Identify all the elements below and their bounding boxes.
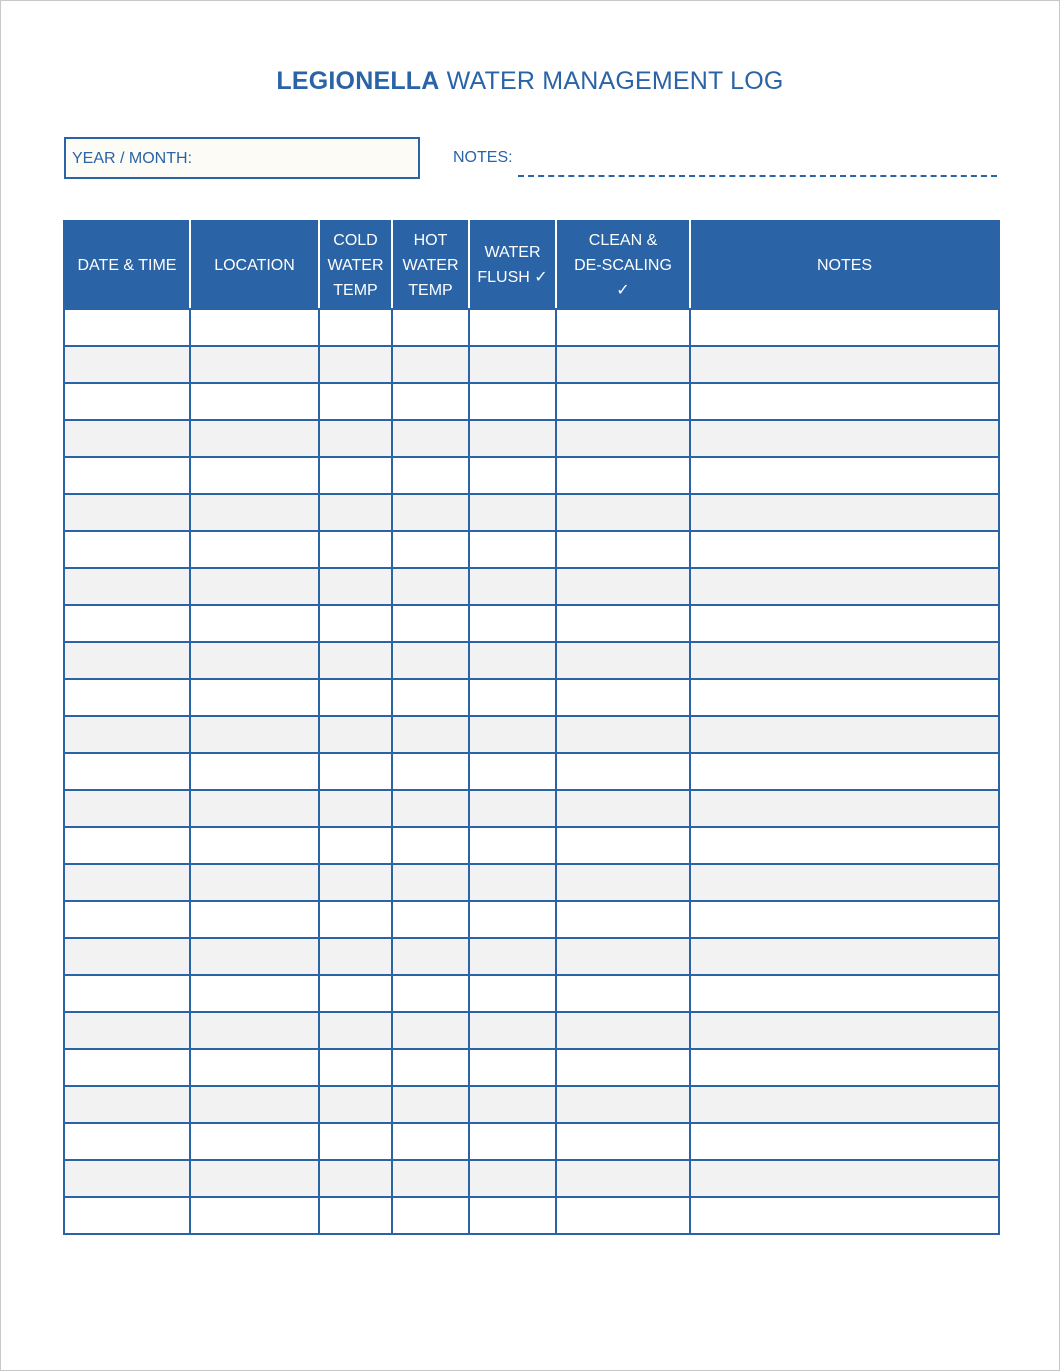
hot-water-temp-cell[interactable] (392, 864, 469, 901)
notes-cell[interactable] (690, 346, 999, 383)
date-time-cell[interactable] (64, 457, 190, 494)
header-line: DATE & TIME (77, 256, 177, 274)
header-line: HOT (413, 231, 448, 249)
location-cell[interactable] (190, 753, 319, 790)
cold-water-temp-cell[interactable] (319, 753, 392, 790)
table-row (64, 1197, 999, 1234)
table-row (64, 383, 999, 420)
header-line: WATER (327, 256, 384, 274)
water-flush-cell[interactable] (469, 790, 556, 827)
table-row (64, 1086, 999, 1123)
location-cell[interactable] (190, 420, 319, 457)
col-hot-water-temp (392, 221, 469, 309)
clean-descaling-cell[interactable] (556, 1049, 690, 1086)
hot-water-temp-cell[interactable] (392, 1049, 469, 1086)
hot-water-temp-cell[interactable] (392, 1012, 469, 1049)
table-row (64, 494, 999, 531)
notes-cell[interactable] (690, 420, 999, 457)
header-line: WATER (402, 256, 459, 274)
cold-water-temp-cell[interactable] (319, 457, 392, 494)
water-flush-cell[interactable] (469, 938, 556, 975)
clean-descaling-cell[interactable] (556, 605, 690, 642)
location-cell[interactable] (190, 568, 319, 605)
water-flush-cell[interactable] (469, 309, 556, 346)
location-cell[interactable] (190, 309, 319, 346)
notes-cell[interactable] (690, 642, 999, 679)
date-time-cell[interactable] (64, 679, 190, 716)
location-cell[interactable] (190, 346, 319, 383)
hot-water-temp-cell[interactable] (392, 938, 469, 975)
table-row (64, 827, 999, 864)
cold-water-temp-cell[interactable] (319, 1049, 392, 1086)
cold-water-temp-cell[interactable] (319, 568, 392, 605)
location-cell[interactable] (190, 457, 319, 494)
col-cold-water-temp (319, 221, 392, 309)
date-time-cell[interactable] (64, 938, 190, 975)
clean-descaling-cell[interactable] (556, 494, 690, 531)
header-line: DE-SCALING (574, 256, 672, 274)
date-time-cell[interactable] (64, 1086, 190, 1123)
header-line: TEMP (408, 281, 453, 299)
cold-water-temp-cell[interactable] (319, 1197, 392, 1234)
cold-water-temp-cell[interactable] (319, 346, 392, 383)
cold-water-temp-cell[interactable] (319, 827, 392, 864)
table-row (64, 1012, 999, 1049)
header-row (64, 221, 999, 309)
table-row (64, 901, 999, 938)
clean-descaling-cell[interactable] (556, 1197, 690, 1234)
table-row (64, 642, 999, 679)
date-time-cell[interactable] (64, 346, 190, 383)
cold-water-temp-cell[interactable] (319, 383, 392, 420)
notes-label: NOTES: (453, 149, 513, 166)
col-water-flush (469, 221, 556, 309)
cold-water-temp-cell[interactable] (319, 790, 392, 827)
hot-water-temp-cell[interactable] (392, 1086, 469, 1123)
water-flush-cell[interactable] (469, 383, 556, 420)
hot-water-temp-cell[interactable] (392, 494, 469, 531)
table-row (64, 309, 999, 346)
hot-water-temp-cell[interactable] (392, 753, 469, 790)
date-time-cell[interactable] (64, 383, 190, 420)
water-flush-cell[interactable] (469, 1012, 556, 1049)
notes-cell[interactable] (690, 753, 999, 790)
hot-water-temp-cell[interactable] (392, 457, 469, 494)
water-flush-cell[interactable] (469, 642, 556, 679)
clean-descaling-cell[interactable] (556, 531, 690, 568)
date-time-cell[interactable] (64, 1012, 190, 1049)
table-row (64, 531, 999, 568)
water-flush-cell[interactable] (469, 975, 556, 1012)
date-time-cell[interactable] (64, 605, 190, 642)
hot-water-temp-cell[interactable] (392, 1123, 469, 1160)
header-line: TEMP (333, 281, 378, 299)
notes-cell[interactable] (690, 1049, 999, 1086)
date-time-cell[interactable] (64, 864, 190, 901)
clean-descaling-cell[interactable] (556, 753, 690, 790)
notes-cell[interactable] (690, 679, 999, 716)
notes-cell[interactable] (690, 1086, 999, 1123)
cold-water-temp-cell[interactable] (319, 1012, 392, 1049)
water-flush-cell[interactable] (469, 901, 556, 938)
location-cell[interactable] (190, 901, 319, 938)
location-cell[interactable] (190, 1049, 319, 1086)
water-flush-cell[interactable] (469, 568, 556, 605)
header-line: COLD (333, 231, 378, 249)
date-time-cell[interactable] (64, 1197, 190, 1234)
notes-cell[interactable] (690, 827, 999, 864)
clean-descaling-cell[interactable] (556, 1012, 690, 1049)
table-row (64, 716, 999, 753)
hot-water-temp-cell[interactable] (392, 531, 469, 568)
cold-water-temp-cell[interactable] (319, 605, 392, 642)
date-time-cell[interactable] (64, 642, 190, 679)
date-time-cell[interactable] (64, 1049, 190, 1086)
table-row (64, 568, 999, 605)
clean-descaling-cell[interactable] (556, 827, 690, 864)
header-line: ✓ (616, 281, 630, 299)
water-flush-cell[interactable] (469, 864, 556, 901)
water-flush-cell[interactable] (469, 531, 556, 568)
water-flush-cell[interactable] (469, 679, 556, 716)
cold-water-temp-cell[interactable] (319, 716, 392, 753)
notes-cell[interactable] (690, 531, 999, 568)
notes-cell[interactable] (690, 605, 999, 642)
cold-water-temp-cell[interactable] (319, 1160, 392, 1197)
table-row (64, 1123, 999, 1160)
table-row (64, 790, 999, 827)
location-cell[interactable] (190, 864, 319, 901)
table-row (64, 457, 999, 494)
col-clean-descaling (556, 221, 690, 309)
cold-water-temp-cell[interactable] (319, 975, 392, 1012)
clean-descaling-cell[interactable] (556, 1123, 690, 1160)
hot-water-temp-cell[interactable] (392, 568, 469, 605)
clean-descaling-cell[interactable] (556, 309, 690, 346)
cold-water-temp-cell[interactable] (319, 642, 392, 679)
date-time-cell[interactable] (64, 1160, 190, 1197)
date-time-cell[interactable] (64, 420, 190, 457)
clean-descaling-cell[interactable] (556, 975, 690, 1012)
water-flush-cell[interactable] (469, 1086, 556, 1123)
date-time-cell[interactable] (64, 531, 190, 568)
location-cell[interactable] (190, 938, 319, 975)
hot-water-temp-cell[interactable] (392, 975, 469, 1012)
location-cell[interactable] (190, 1160, 319, 1197)
table-row (64, 753, 999, 790)
clean-descaling-cell[interactable] (556, 790, 690, 827)
log-body (64, 309, 999, 1234)
date-time-cell[interactable] (64, 494, 190, 531)
cold-water-temp-cell[interactable] (319, 864, 392, 901)
table-row (64, 975, 999, 1012)
date-time-cell[interactable] (64, 901, 190, 938)
header-line: NOTES (816, 256, 873, 274)
clean-descaling-cell[interactable] (556, 1086, 690, 1123)
clean-descaling-cell[interactable] (556, 938, 690, 975)
location-cell[interactable] (190, 531, 319, 568)
table-row (64, 1049, 999, 1086)
notes-line-field[interactable] (518, 175, 997, 177)
location-cell[interactable] (190, 1086, 319, 1123)
notes-cell[interactable] (690, 716, 999, 753)
hot-water-temp-cell[interactable] (392, 642, 469, 679)
cold-water-temp-cell[interactable] (319, 309, 392, 346)
location-cell[interactable] (190, 494, 319, 531)
notes-cell[interactable] (690, 1160, 999, 1197)
notes-cell[interactable] (690, 938, 999, 975)
water-flush-cell[interactable] (469, 753, 556, 790)
year-month-field[interactable] (64, 137, 420, 179)
water-flush-cell[interactable] (469, 1123, 556, 1160)
cold-water-temp-cell[interactable] (319, 531, 392, 568)
date-time-cell[interactable] (64, 309, 190, 346)
water-flush-cell[interactable] (469, 420, 556, 457)
clean-descaling-cell[interactable] (556, 864, 690, 901)
hot-water-temp-cell[interactable] (392, 383, 469, 420)
title-bold: LEGIONELLA (276, 67, 440, 95)
date-time-cell[interactable] (64, 753, 190, 790)
water-flush-cell[interactable] (469, 605, 556, 642)
date-time-cell[interactable] (64, 790, 190, 827)
cold-water-temp-cell[interactable] (319, 494, 392, 531)
date-time-cell[interactable] (64, 975, 190, 1012)
title-rest: WATER MANAGEMENT LOG (439, 67, 784, 95)
water-flush-cell[interactable] (469, 346, 556, 383)
table-row (64, 420, 999, 457)
location-cell[interactable] (190, 605, 319, 642)
clean-descaling-cell[interactable] (556, 383, 690, 420)
header-line: CLEAN & (588, 231, 658, 249)
page-title (1, 67, 1059, 96)
notes-cell[interactable] (690, 309, 999, 346)
col-date-time (64, 221, 190, 309)
header-line: FLUSH ✓ (477, 269, 548, 286)
notes-cell[interactable] (690, 494, 999, 531)
notes-cell[interactable] (690, 383, 999, 420)
notes-cell[interactable] (690, 864, 999, 901)
location-cell[interactable] (190, 827, 319, 864)
water-flush-cell[interactable] (469, 494, 556, 531)
location-cell[interactable] (190, 383, 319, 420)
clean-descaling-cell[interactable] (556, 457, 690, 494)
location-cell[interactable] (190, 1197, 319, 1234)
cold-water-temp-cell[interactable] (319, 1123, 392, 1160)
notes-cell[interactable] (690, 975, 999, 1012)
hot-water-temp-cell[interactable] (392, 1160, 469, 1197)
location-cell[interactable] (190, 790, 319, 827)
col-notes (690, 221, 999, 309)
notes-cell[interactable] (690, 901, 999, 938)
cold-water-temp-cell[interactable] (319, 1086, 392, 1123)
location-cell[interactable] (190, 1012, 319, 1049)
date-time-cell[interactable] (64, 568, 190, 605)
hot-water-temp-cell[interactable] (392, 827, 469, 864)
header-line: LOCATION (214, 256, 295, 274)
date-time-cell[interactable] (64, 716, 190, 753)
hot-water-temp-cell[interactable] (392, 901, 469, 938)
water-flush-cell[interactable] (469, 1197, 556, 1234)
date-time-cell[interactable] (64, 827, 190, 864)
table-row (64, 1160, 999, 1197)
hot-water-temp-cell[interactable] (392, 309, 469, 346)
location-cell[interactable] (190, 1123, 319, 1160)
clean-descaling-cell[interactable] (556, 346, 690, 383)
cold-water-temp-cell[interactable] (319, 679, 392, 716)
clean-descaling-cell[interactable] (556, 901, 690, 938)
table-row (64, 346, 999, 383)
water-flush-cell[interactable] (469, 1160, 556, 1197)
table-row (64, 938, 999, 975)
table-row (64, 864, 999, 901)
notes-cell[interactable] (690, 1012, 999, 1049)
table-row (64, 605, 999, 642)
hot-water-temp-cell[interactable] (392, 346, 469, 383)
clean-descaling-cell[interactable] (556, 716, 690, 753)
location-cell[interactable] (190, 716, 319, 753)
col-location (190, 221, 319, 309)
year-month-label: YEAR / MONTH: (72, 150, 193, 167)
hot-water-temp-cell[interactable] (392, 420, 469, 457)
location-cell[interactable] (190, 679, 319, 716)
date-time-cell[interactable] (64, 1123, 190, 1160)
location-cell[interactable] (190, 642, 319, 679)
hot-water-temp-cell[interactable] (392, 716, 469, 753)
hot-water-temp-cell[interactable] (392, 605, 469, 642)
water-flush-cell[interactable] (469, 457, 556, 494)
water-flush-cell[interactable] (469, 827, 556, 864)
header-line: WATER (484, 244, 541, 261)
notes-cell[interactable] (690, 568, 999, 605)
clean-descaling-cell[interactable] (556, 1160, 690, 1197)
notes-cell[interactable] (690, 457, 999, 494)
table-row (64, 679, 999, 716)
clean-descaling-cell[interactable] (556, 568, 690, 605)
log-table (63, 220, 1000, 1235)
clean-descaling-cell[interactable] (556, 642, 690, 679)
notes-cell[interactable] (690, 790, 999, 827)
location-cell[interactable] (190, 975, 319, 1012)
hot-water-temp-cell[interactable] (392, 679, 469, 716)
cold-water-temp-cell[interactable] (319, 901, 392, 938)
cold-water-temp-cell[interactable] (319, 420, 392, 457)
clean-descaling-cell[interactable] (556, 420, 690, 457)
notes-cell[interactable] (690, 1197, 999, 1234)
water-flush-cell[interactable] (469, 1049, 556, 1086)
hot-water-temp-cell[interactable] (392, 790, 469, 827)
clean-descaling-cell[interactable] (556, 679, 690, 716)
cold-water-temp-cell[interactable] (319, 938, 392, 975)
hot-water-temp-cell[interactable] (392, 1197, 469, 1234)
water-flush-cell[interactable] (469, 716, 556, 753)
notes-cell[interactable] (690, 1123, 999, 1160)
